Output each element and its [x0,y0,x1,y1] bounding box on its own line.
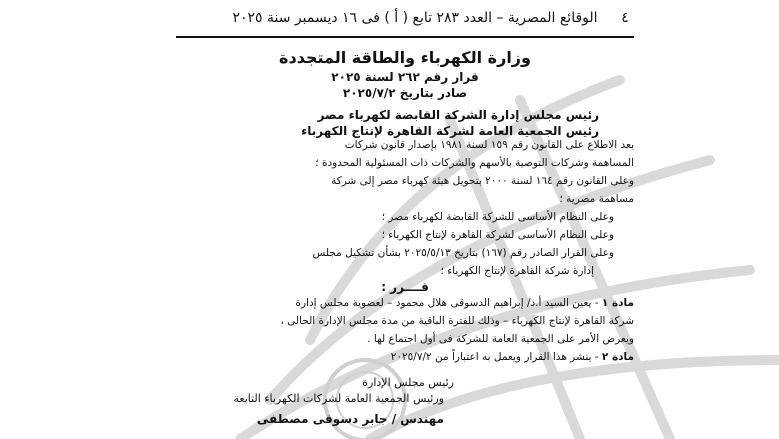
header-text: الوقائع المصرية – العدد ٢٨٣ تابع ( أ ) فى ١٦ ديسمبر سنة ٢٠٢٥ [232,10,598,26]
article-2-label: مادة ٢ [601,351,634,363]
article-1-text: - يعين السيد أ.د/ إبراهيم الدسوقى هلال محمود – لعضوية مجلس إدارة [295,297,602,309]
gazette-header [176,6,634,38]
article-1-line: شركة القاهرة لإنتاج الكهرباء – وذلك للفترة الباقية من مدة مجلس الإدارة الحالى ، [280,315,634,327]
article-2-line [391,348,634,366]
preamble-line: مساهمة مصرية ؛ [559,193,634,205]
decree-title: قرار رقم ٢٦٢ لسنة ٢٠٢٥ [331,70,479,84]
signature-title-2: ورئيس الجمعية العامة لشركات الكهرباء التابعة [233,392,444,405]
signature-name: مهندس / جابر دسوقى مصطفى [256,412,444,426]
article-1-label: مادة ١ [601,297,634,309]
signature-title-1: رئيس مجلس الإدارة [362,376,454,389]
decides-heading: قــــرر : [381,280,429,294]
preamble-line: المساهمة وشركات التوصية بالأسهم والشركات ذات المسئولية المحدودة ؛ [315,157,634,169]
ministry-title: وزارة الكهرباء والطاقة المتجددة [279,48,531,67]
page-number: ٤ [621,10,629,26]
preamble-line: وعلى النظام الأساسى لشركة القاهرة لإنتاج الكهرباء ؛ [381,229,614,241]
preamble-line: إدارة شركة القاهرة لإنتاج الكهرباء ؛ [440,265,594,277]
article-2-text: - ينشر هذا القرار ويعمل به اعتباراً من ٢٠٢٥/٧/٢ [390,351,602,363]
issuer-line-2: رئيس الجمعية العامة لشركة القاهرة لإنتاج الكهرباء [301,124,599,138]
preamble-line: وعلى النظام الأساسى للشركة القابضة لكهرباء مصر ؛ [381,211,614,223]
preamble-line: وعلى القرار الصادر رقم (١٦٧) بتاريخ ٢٠٢٥/٥/١٣ بشأن تشكيل مجلس [312,247,614,259]
preamble-line: وعلى القانون رقم ١٦٤ لسنة ٢٠٠٠ بتحويل هيئة كهرباء مصر إلى شركة [331,175,634,187]
preamble-line: بعد الاطلاع على القانون رقم ١٥٩ لسنة ١٩٨١ بإصدار قانون شركات [344,139,634,151]
issued-date: صادر بتاريخ ٢٠٢٥/٧/٢ [342,86,468,100]
article-1-line [295,294,634,312]
issuer-line-1: رئيس مجلس إدارة الشركة القابضة لكهرباء مصر [317,108,599,122]
article-1-line: ويعرض الأمر على الجمعية العامة للشركة فى أول اجتماع لها . [367,333,634,345]
document-body [176,40,634,435]
